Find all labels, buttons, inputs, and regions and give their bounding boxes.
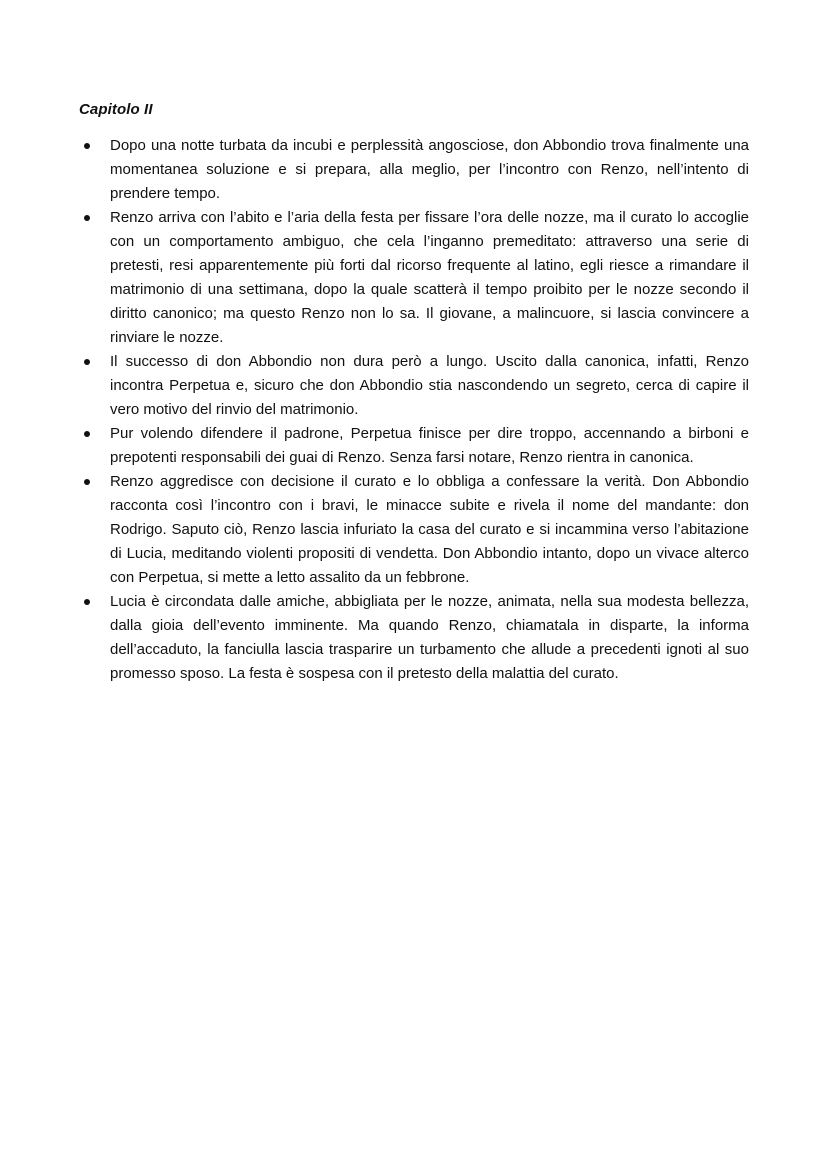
summary-item <box>79 134 749 206</box>
chapter-summary-list <box>79 134 749 686</box>
bullet-icon <box>84 599 90 605</box>
summary-item <box>79 206 749 350</box>
chapter-title: Capitolo II <box>79 101 153 118</box>
summary-item-text: Il successo di don Abbondio non dura però a lungo. Uscito dalla canonica, infatti, Renzo incontra Perpetua e, sicuro che don Abbondio stia nascondendo un segreto, cerca di capire il vero motivo del rinvio del matrimonio. <box>110 353 749 418</box>
summary-item-text: Lucia è circondata dalle amiche, abbigliata per le nozze, animata, nella sua modesta bellezza, dalla gioia dell’evento imminente. Ma quando Renzo, chiamatala in disparte, la informa dell’accaduto, la fanciulla lascia trasparire un turbamento che allude a precedenti ignoti al suo promesso sposo. La festa è sospesa con il pretesto della malattia del curato. <box>110 593 749 682</box>
summary-item <box>79 422 749 470</box>
bullet-icon <box>84 143 90 149</box>
summary-item <box>79 350 749 422</box>
bullet-icon <box>84 359 90 365</box>
summary-item-text: Renzo aggredisce con decisione il curato e lo obbliga a confessare la verità. Don Abbondio racconta così l’incontro con i bravi, le minacce subite e rivela il nome del mandante: don Rodrigo. Saputo ciò, Renzo lascia infuriato la casa del curato e si incammina verso l’abitazione di Lucia, meditando violenti propositi di vendetta. Don Abbondio intanto, dopo un vivace alterco con Perpetua, si mette a letto assalito da un febbrone. <box>110 473 749 586</box>
bullet-icon <box>84 479 90 485</box>
bullet-icon <box>84 215 90 221</box>
summary-item-text: Pur volendo difendere il padrone, Perpetua finisce per dire troppo, accennando a birboni e prepotenti responsabili dei guai di Renzo. Senza farsi notare, Renzo rientra in canonica. <box>110 425 749 466</box>
bullet-icon <box>84 431 90 437</box>
summary-item <box>79 470 749 590</box>
summary-item <box>79 590 749 686</box>
summary-item-text: Renzo arriva con l’abito e l’aria della festa per fissare l’ora delle nozze, ma il curato lo accoglie con un comportamento ambiguo, che cela l’inganno premeditato: attraverso una serie di pretesti, resi apparentemente più forti dal ricorso frequente al latino, egli riesce a rimandare il matrimonio di una settimana, dopo la quale scatterà il tempo proibito per le nozze secondo il diritto canonico; ma questo Renzo non lo sa. Il giovane, a malincuore, si lascia convincere a rinviare le nozze. <box>110 209 749 346</box>
summary-item-text: Dopo una notte turbata da incubi e perplessità angosciose, don Abbondio trova finalmente una momentanea soluzione e si prepara, alla meglio, per l’incontro con Renzo, nell’intento di prendere tempo. <box>110 137 749 202</box>
